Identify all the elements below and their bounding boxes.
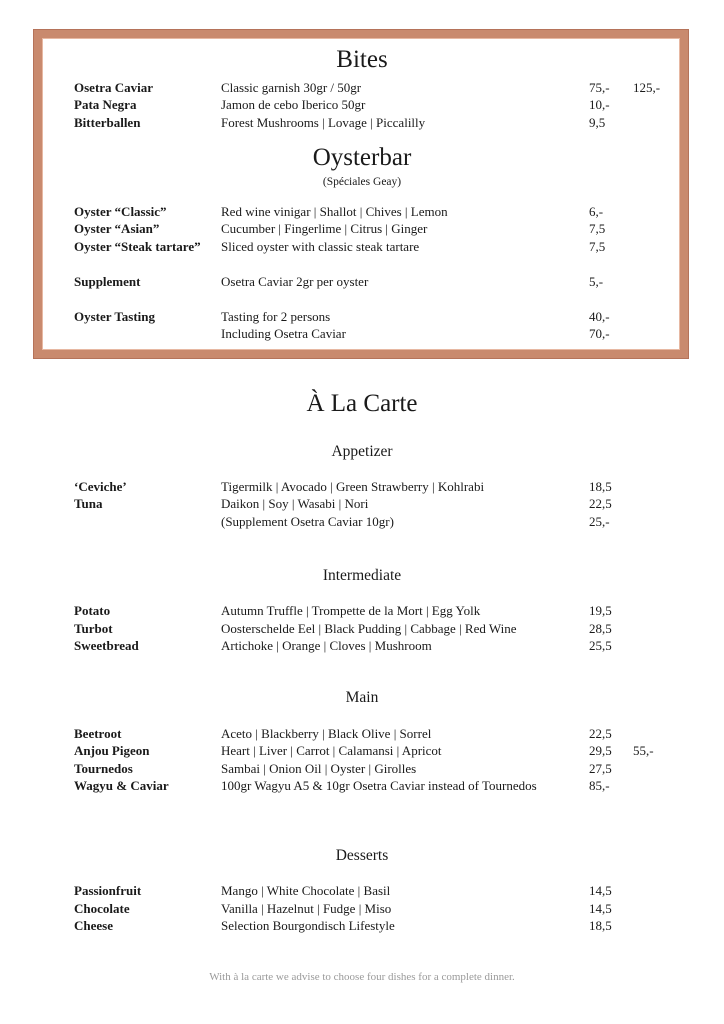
item-price: 22,5 [589, 496, 612, 511]
intermediate-title: Intermediate [322, 567, 402, 584]
item-description: Including Osetra Caviar [221, 326, 346, 341]
item-name: Oyster “Classic” [74, 204, 167, 219]
item-name: Bitterballen [74, 115, 141, 130]
item-price: 14,5 [589, 901, 612, 916]
item-name: Osetra Caviar [74, 80, 154, 95]
menu-item [0, 760, 724, 778]
item-description: Oosterschelde Eel | Black Pudding | Cabbage | Red Wine [221, 621, 517, 636]
item-price-alt: 55,- [633, 743, 654, 758]
item-description: Osetra Caviar 2gr per oyster [221, 274, 369, 289]
item-name: Wagyu & Caviar [74, 778, 169, 793]
item-price: 7,5 [589, 239, 606, 254]
item-description: Autumn Truffle | Trompette de la Mort | Egg Yolk [221, 603, 481, 618]
item-price: 27,5 [589, 761, 612, 776]
item-price: 29,5 [589, 743, 612, 758]
menu-item [0, 325, 724, 343]
menu-item [0, 308, 724, 326]
footer-note: With à la carte we advise to choose four dishes for a complete dinner. [209, 971, 515, 983]
item-price: 25,- [589, 514, 610, 529]
menu-item [0, 513, 724, 531]
item-price: 10,- [589, 97, 610, 112]
item-name: Oyster “Steak tartare” [74, 239, 201, 254]
menu-item [0, 96, 724, 114]
item-description: 100gr Wagyu A5 & 10gr Osetra Caviar instead of Tournedos [221, 778, 537, 793]
item-description: Aceto | Blackberry | Black Olive | Sorrel [221, 726, 432, 741]
item-price: 25,5 [589, 638, 612, 653]
item-description: Mango | White Chocolate | Basil [221, 883, 391, 898]
a-la-carte-title: À La Carte [306, 390, 418, 417]
menu-item [0, 220, 724, 238]
appetizer-title: Appetizer [331, 443, 393, 460]
item-price: 70,- [589, 326, 610, 341]
item-name: Cheese [74, 918, 113, 933]
item-description: Red wine vinigar | Shallot | Chives | Lemon [221, 204, 448, 219]
main-title: Main [345, 689, 379, 706]
menu-item [0, 478, 724, 496]
item-price: 18,5 [589, 918, 612, 933]
item-description: Daikon | Soy | Wasabi | Nori [221, 496, 369, 511]
item-description: Tasting for 2 persons [221, 309, 331, 324]
menu-item [0, 238, 724, 256]
item-price: 5,- [589, 274, 604, 289]
item-name: Tuna [74, 496, 103, 511]
menu-item [0, 900, 724, 918]
item-name: Supplement [74, 274, 141, 289]
item-name: Anjou Pigeon [74, 743, 150, 758]
item-price: 19,5 [589, 603, 612, 618]
item-price: 85,- [589, 778, 610, 793]
menu-item [0, 602, 724, 620]
item-name: Turbot [74, 621, 113, 636]
item-price: 22,5 [589, 726, 612, 741]
menu-item [0, 742, 724, 760]
desserts-title: Desserts [335, 847, 389, 864]
item-description: (Supplement Osetra Caviar 10gr) [221, 514, 394, 529]
menu-item [0, 620, 724, 638]
menu-item [0, 203, 724, 221]
item-name: Oyster Tasting [74, 309, 156, 324]
item-description: Tigermilk | Avocado | Green Strawberry | Kohlrabi [221, 479, 485, 494]
menu-item [0, 777, 724, 795]
menu-item [0, 637, 724, 655]
item-description: Jamon de cebo Iberico 50gr [221, 97, 366, 112]
item-description: Artichoke | Orange | Cloves | Mushroom [221, 638, 432, 653]
item-description: Selection Bourgondisch Lifestyle [221, 918, 395, 933]
item-name: Oyster “Asian” [74, 221, 160, 236]
menu-item [0, 495, 724, 513]
item-description: Forest Mushrooms | Lovage | Piccalilly [221, 115, 426, 130]
menu-item [0, 882, 724, 900]
item-name: Tournedos [74, 761, 133, 776]
item-description: Classic garnish 30gr / 50gr [221, 80, 362, 95]
item-name: ‘Ceviche’ [74, 479, 127, 494]
item-description: Vanilla | Hazelnut | Fudge | Miso [221, 901, 392, 916]
menu-item [0, 114, 724, 132]
bites-title: Bites [336, 46, 388, 73]
menu-item [0, 917, 724, 935]
item-price-alt: 125,- [633, 80, 661, 95]
item-description: Cucumber | Fingerlime | Citrus | Ginger [221, 221, 428, 236]
item-price: 9,5 [589, 115, 606, 130]
item-name: Beetroot [74, 726, 122, 741]
item-price: 7,5 [589, 221, 606, 236]
item-name: Potato [74, 603, 111, 618]
item-price: 18,5 [589, 479, 612, 494]
item-name: Passionfruit [74, 883, 142, 898]
item-description: Sambai | Onion Oil | Oyster | Girolles [221, 761, 417, 776]
menu-item [0, 725, 724, 743]
item-price: 28,5 [589, 621, 612, 636]
item-name: Chocolate [74, 901, 130, 916]
item-name: Pata Negra [74, 97, 137, 112]
oysterbar-title: Oysterbar [312, 144, 412, 171]
item-price: 14,5 [589, 883, 612, 898]
item-description: Sliced oyster with classic steak tartare [221, 239, 420, 254]
menu-item [0, 273, 724, 291]
item-price: 6,- [589, 204, 604, 219]
item-price: 40,- [589, 309, 610, 324]
item-name: Sweetbread [74, 638, 139, 653]
menu-item [0, 79, 724, 97]
oysterbar-subtitle: (Spéciales Geay) [322, 176, 402, 188]
item-price: 75,- [589, 80, 610, 95]
item-description: Heart | Liver | Carrot | Calamansi | Apricot [221, 743, 442, 758]
